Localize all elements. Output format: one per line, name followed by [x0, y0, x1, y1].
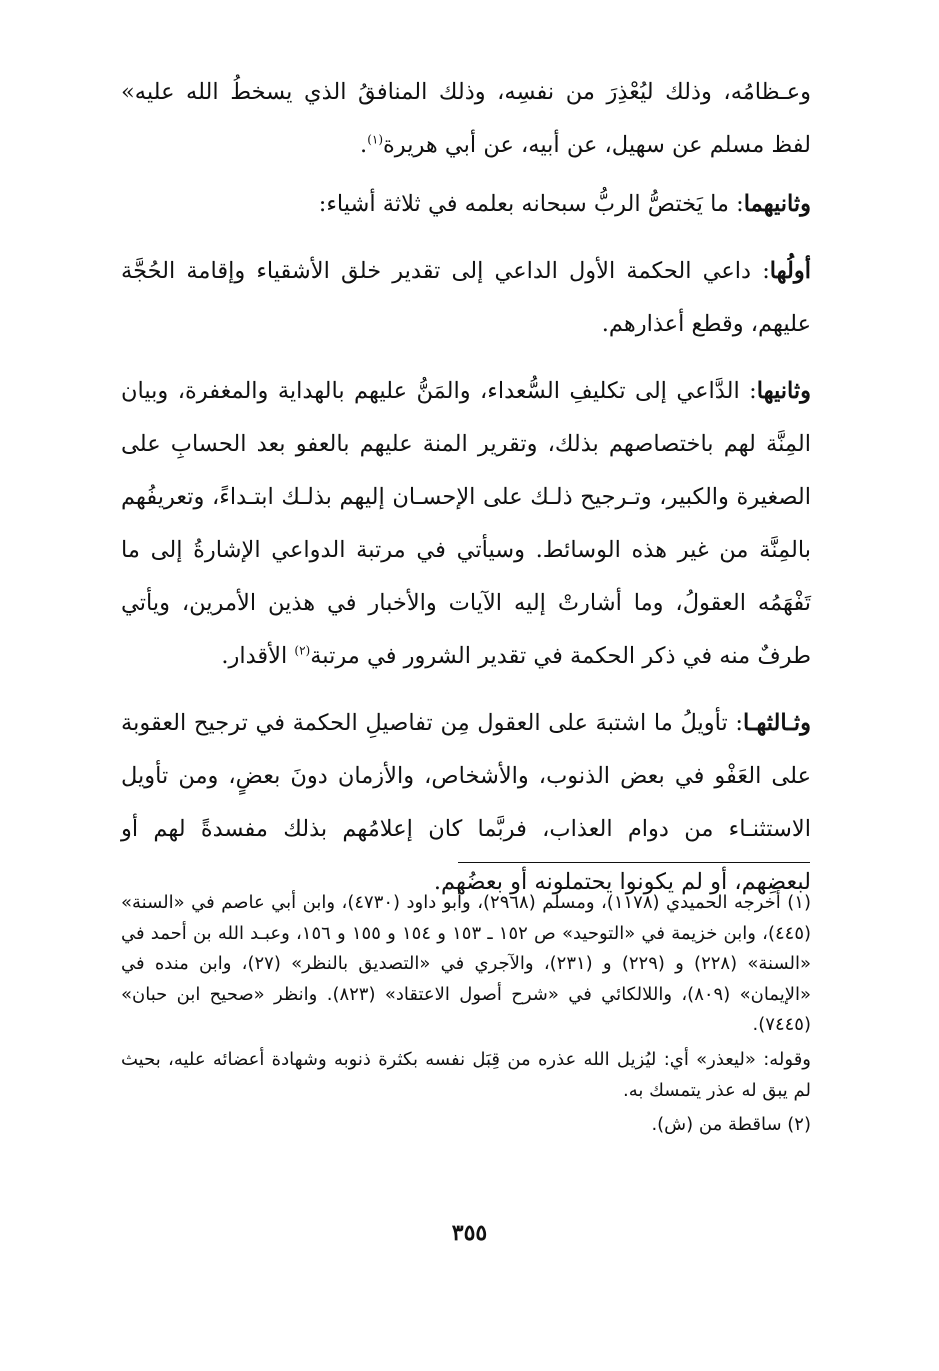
footnote-1-comment: وقوله: «ليعذر» أي: ليُزيل الله عذره من قِبَل نفسه بكثرة ذنوبه وشهادة أعضائه عليه، بحيث لم يبق له عذر يتمسك به. [121, 1048, 811, 1101]
paragraph-1-text: وعـظامُه، وذلك ليُعْذِرَ من نفسِه، وذلك المنافقُ الذي يسخطُ الله عليه» لفظ مسلم عن سهيل، عن أبيه، عن أبي هريرة [121, 79, 811, 158]
main-text [121, 66, 811, 923]
paragraph-2-lead: وثانيهما [743, 191, 811, 217]
paragraph-4-end: الأقدار. [221, 643, 295, 669]
footnote-1: (١) أخرجه الحميدي (١١٧٨)، ومسلم (٢٩٦٨)، وأبو داود (٤٧٣٠)، وابن أبي عاصم في «السنة» (٤٤٥)، وابن خزيمة في «التوحيد» ص ١٥٢ ـ ١٥٣ و ١٥٤ و ١٥٥ و ١٥٦، وعبـد الله بن أحمد في «السنة» (٢٢٨) و (٢٢٩) و (٢٣١)، والآجري في «التصديق بالنظر» (٢٧)، وابن منده في «الإيمان» (٨٠٩)، واللالكائي في «شرح أصول الاعتقاد» (٨٢٣). وانظر «صحيح ابن حبان» (٧٤٤٥). [121, 892, 812, 1036]
footnotes [121, 888, 811, 1145]
paragraph-3 [121, 245, 811, 351]
page-number: ٣٥٥ [451, 1220, 488, 1246]
footnote-separator [458, 862, 810, 863]
paragraph-4-text: : الدَّاعي إلى تكليفِ السُّعداء، والمَنُّ عليهم بالهداية والمغفرة، وبيان المِنَّة لهم باختصاصهم بذلك، وتقرير المنة عليهم بالعفو بعد الحسابِ على الصغيرة والكبير، وتـرجيح ذلـك على الإحسـان إليهم بذلـك ابتـداءً، وتعريفُهم بالمِنَّة من غير هذه الوسائط. وسيأتي في مرتبة الدواعي الإشارةُ إلى ما تَفْهَمُه العقولُ، وما أشارتْ إليه الآيات والأخبار في هذين الأمرين، ويأتي طرفٌ منه في ذكر الحكمة في تقدير الشرور في مرتبة [121, 378, 811, 669]
paragraph-2 [121, 178, 811, 231]
paragraph-4 [121, 365, 811, 683]
paragraph-2-text: : ما يَختصُّ الربُّ سبحانه بعلمه في ثلاثة أشياء: [318, 191, 744, 217]
paragraph-5-lead: وثـالثهـا [742, 710, 811, 736]
paragraph-3-text: : داعي الحكمة الأول الداعي إلى تقدير خلق الأشقياء وإقامة الحُجَّة عليهم، وقطع أعذارهم. [121, 258, 811, 337]
paragraph-3-lead: أولُها [769, 258, 811, 284]
paragraph-5 [121, 697, 811, 909]
paragraph-4-lead: وثانيها [756, 378, 811, 404]
paragraph-1 [121, 66, 811, 172]
paragraph-1-end: . [360, 132, 368, 158]
footnote-2: (٢) ساقطة من (ش). [651, 1114, 811, 1136]
paragraph-5-text: : تأويلُ ما اشتبهَ على العقول مِن تفاصيلِ الحكمة في ترجيح العقوبة على العَفْو في بعض الذنوب، والأشخاص، والأزمان دونَ بعضٍ، ومن تأويل الاستثنـاء من دوام العذاب، فربَّما كان إعلامُهم بذلك مفسدةً لهم أو لبعضِهم، أو لم يكونوا يحتملونه أو بعضُهم. [121, 710, 811, 895]
footnote-ref-2[interactable]: (٢) [294, 643, 311, 658]
footnote-ref-1[interactable]: (١) [367, 132, 384, 147]
